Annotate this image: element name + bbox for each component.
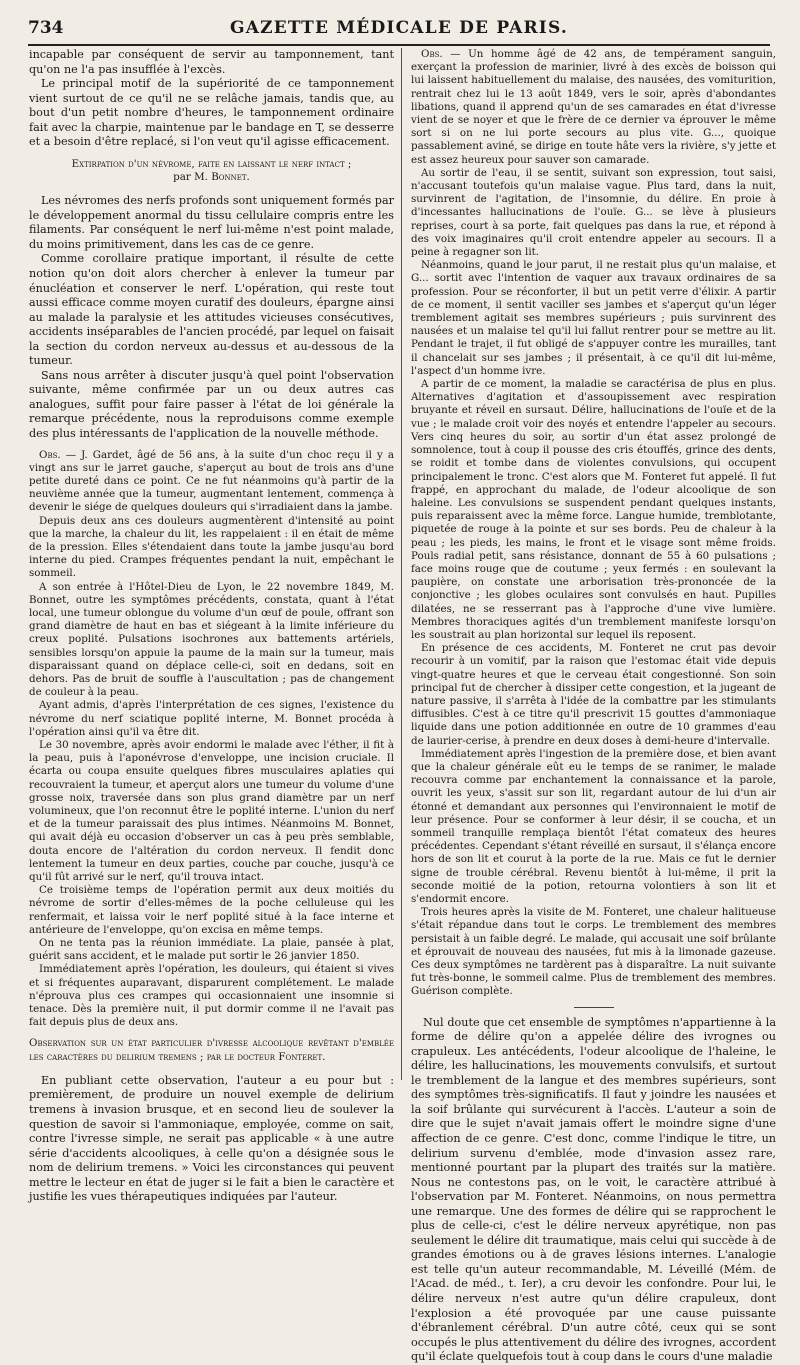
section-heading: Observation sur un état particulier d'ivresse alcoolique revêtant d'emblée les caractères du delirium tremens ; par le docteur Fonteret. — [29, 1037, 394, 1063]
observation-paragraph: En présence de ces accidents, M. Fonteret ne crut pas devoir recourir à un vomitif, par la raison que l'estomac était vide depuis vingt-quatre heures et que le cerveau était congestionné. Son soin principal fut de chercher à dissiper cette congestion, et la jugeant de nature passive, il s'arrêta à l'idée de la combattre par les stimulants diffusibles. C'est à ce titre qu'il prescrivit 15 gouttes d'ammoniaque liquide dans une potion additionnée en outre de 10 grammes d'eau de laurier-cerise, à prendre en deux doses à demi-heure d'intervalle. — [411, 642, 776, 747]
section-title: Extirpation d'un névrome, faite en laissant le nerf intact ; — [71, 157, 352, 170]
section-byline — [173, 171, 250, 183]
section-heading — [29, 158, 394, 184]
paragraph: En publiant cette observation, l'auteur a eu pour but : premièrement, de produire un nouvel exemple de delirium tremens à invasion brusque, et en second lieu de soulever la question de savoir si l'ammoniaque, employée, comme on sait, contre l'ivresse simple, ne serait pas applicable « à une autre série d'accidents alcooliques, à celle qu'on a désignée sous le nom de delirium tremens. » Voici les circonstances qui peuvent mettre le lecteur en état de juger si le fait a bien le caractère et justifie les vues thérapeutiques indiquées par l'auteur. — [29, 1073, 394, 1204]
page-number: 734 — [28, 18, 64, 38]
observation-paragraph: Ce troisième temps de l'opération permit aux deux moitiés du névrome de sortir d'elles-mêmes de la poche celluleuse qui les renfermait, et laissa voir le nerf poplité situé à la face interne et antérieure de l'enveloppe, qu'on excisa en même temps. — [29, 884, 394, 936]
observation-paragraph: A partir de ce moment, la maladie se caractérisa de plus en plus. Alternatives d'agitation et d'assoupissement avec respiration bruyante et réveil en sursaut. Délire, hallucinations de l'ouïe et de la vue ; le malade croit voir des noyés et entendre l'appeler au secours. Vers cinq heures du soir, au sortir d'un état assez prolongé de somnolence, tout à coup il pousse des cris étouffés, grince des dents, se roidit et tombe dans de violentes convulsions, qui occupent principalement le tronc. C'est alors que M. Fonteret fut appelé. Il fut frappé, en approchant du malade, de l'odeur alcoolique de son haleine. Les convulsions se suspendent pendant quelques instants, puis reparaissent avec la même force. Langue humide, tremblotante, piquetée de rouge à la pointe et sur ses bords. Peu de chaleur à la peau ; les pieds, les mains, le front et le visage sont même froids. Pouls radial petit, sans résistance, donnant de 55 à 60 pulsations ; face moins rouge que de coutume ; yeux fermés : en soulevant la paupière, on constate une arborisation très-prononcée de la conjonctive ; les globes oculaires sont convulsés en haut. Pupilles dilatées, ne se resserrant pas à l'approche d'une vive lumière. Membres thoraciques agités d'un tremblement manifeste lorsqu'on les soustrait au plan horizontal sur lequel ils reposent. — [411, 378, 776, 641]
observation-paragraph: Immédiatement après l'opération, les douleurs, qui étaient si vives et si fréquentes auparavant, disparurent complétement. Le malade n'éprouva plus ces crampes qui occasionnaient une insomnie si tenace. Dès la première nuit, il put dormir comme il ne l'avait pas fait depuis plus de deux ans. — [29, 963, 394, 1029]
page-header — [28, 18, 770, 42]
observation-paragraph: On ne tenta pas la réunion immédiate. La plaie, pansée à plat, guérit sans accident, et le malade put sortir le 26 janvier 1850. — [29, 937, 394, 963]
observation-paragraph: Néanmoins, quand le jour parut, il ne restait plus qu'un malaise, et G... sortit avec l'intention de vaquer aux travaux ordinaires de sa profession. Pour se réconforter, il but un petit verre d'élixir. A partir de ce moment, il sentit vaciller ses jambes et s'aperçut qu'un léger tremblement agitait ses membres supérieurs ; puis survinrent des nausées et un malaise tel qu'il lui fallut rentrer pour se mettre au lit. Pendant le trajet, il fut obligé de s'appuyer contre les murailles, tant il chancelait sur ses jambes ; il présentait, à ce qu'il dit lui-même, l'aspect d'un homme ivre. — [411, 259, 776, 377]
observation-paragraph: Le 30 novembre, après avoir endormi le malade avec l'éther, il fit à la peau, puis à l'aponévrose d'enveloppe, une incision cruciale. Il écarta ou coupa ensuite quelques fibres musculaires aplaties qui recouvraient la tumeur, et aperçut alors une tumeur du volume d'une grosse noix, traversée dans son plus grand diamètre par un nerf volumineux, que l'on reconnut être le poplité interne. L'union du nerf et de la tumeur paraissait des plus intimes. Néanmoins M. Bonnet, qui avait déjà eu occasion d'observer un cas à peu près semblable, douta encore de l'altération du cordon nerveux. Il fendit donc lentement la tumeur en deux parties, couche par couche, jusqu'à ce qu'il fût arrivé sur le nerf, qu'il trouva intact. — [29, 739, 394, 884]
right-column — [411, 48, 776, 1364]
header-rule — [28, 44, 770, 46]
byline-prefix: par M. — [173, 171, 208, 184]
obs-text: — Un homme âgé de 42 ans, de tempérament sanguin, exerçant la profession de marinier, livré à des excès de boisson qui lui laissent habituellement du malaise, des nausées, des vomiturition, rentrait chez lui le 13 août 1849, vers le soir, après d'abondantes libations, quand il apprend qu'un de ses camarades en état d'ivresse vient de se noyer et que le frère de ce dernier va éprouver le même sort si on ne lui porte secours au plus vite. G..., quoique passablement aviné, se dirige en toute hâte vers la rivière, s'y jette et est assez heureux pour sauver son camarade. — [411, 48, 776, 166]
left-column — [29, 48, 394, 1204]
observation-paragraph: Au sortir de l'eau, il se sentit, suivant son expression, tout saisi, n'accusant toutefois qu'un malaise vague. Plus tard, dans la nuit, survinrent de l'agitation, de l'insomnie, du délire. En proie à d'incessantes hallucinations de l'ouïe. G... se lève à plusieurs reprises, court à sa porte, fait quelques pas dans la rue, et répond à des voix imaginaires qu'il croit entendre appeler au secours. Il a peine à regagner son lit. — [411, 166, 776, 259]
observation-paragraph: A son entrée à l'Hôtel-Dieu de Lyon, le 22 novembre 1849, M. Bonnet, outre les symptômes précédents, constata, quant à l'état local, une tumeur oblongue du volume d'un œuf de poule, offrant son grand diamètre de haut en bas et siégeant à la limite inférieure du creux poplité. Pulsations isochrones aux battements artériels, sensibles lorsqu'on appuie la paume de la main sur la tumeur, mais disparaissant quand on déplace celle-ci, soit en dedans, soit en dehors. Pas de bruit de souffle à l'auscultation ; pas de changement de couleur à la peau. — [29, 580, 394, 699]
paragraph: Les névromes des nerfs profonds sont uniquement formés par le développement anormal du tissu cellulaire compris entre les filaments. Par conséquent le nerf lui-même n'est point malade, du moins primitivement, dans les cas de ce genre. — [29, 194, 394, 251]
observation-paragraph: Trois heures après la visite de M. Fonteret, une chaleur halitueuse s'était répandue dans tout le corps. Le tremblement des membres persistait à un faible degré. Le malade, qui accusait une soif brûlante et éprouvait de nouveau des nausées, fut mis à la limonade gazeuse. Ces deux symptômes ne tardèrent pas à disparaître. La nuit suivante fut très-bonne, le sommeil calme. Plus de tremblement des membres. Guérison complète. — [411, 906, 776, 998]
column-divider — [401, 48, 402, 1080]
paragraph: incapable par conséquent de servir au tamponnement, tant qu'on ne l'a pas insufflée à l'excès. — [29, 48, 394, 76]
paragraph: Nul doute que cet ensemble de symptômes n'appartienne à la forme de délire qu'on a appelée délire des ivrognes ou crapuleux. Les antécédents, l'odeur alcoolique de l'haleine, le délire, les hallucinations, les mouvements convulsifs, et surtout le tremblement de la langue et des membres supérieurs, sont des symptômes très-significatifs. Il faut y joindre les nausées et la soif brûlante qui survécurent à l'accès. L'auteur a soin de dire que le sujet n'avait jamais offert le moindre signe d'une affection de ce genre. C'est donc, comme l'indique le titre, un delirium survenu d'emblée, mode d'invasion assez rare, mentionné pourtant par la plupart des traités sur la matière. Nous ne contestons pas, on le voit, le caractère attribué à l'observation par M. Fonteret. Néanmoins, on nous permettra une remarque. Une des formes de délire qui se rapprochent le plus de celle-ci, c'est le délire nerveux apyrétique, non pas seulement le délire dit traumatique, mais celui qui succède à de grandes émotions ou à de graves lésions internes. L'analogie est telle qu'un auteur recommandable, M. Léveillé (Mém. de l'Acad. de méd., t. Ier), a cru devoir les confondre. Pour lui, le délire nerveux n'est autre qu'un délire crapuleux, dont l'explosion a été provoquée par une cause puissante d'ébranlement cérébral. D'un autre côté, ceux qui se sont occupés le plus attentivement du délire des ivrognes, accordent qu'il éclate quelquefois tout à coup dans le cours d'une maladie — [411, 1015, 776, 1364]
observation-paragraph — [411, 48, 776, 167]
observation-paragraph: Ayant admis, d'après l'interprétation de ces signes, l'existence du névrome du nerf sciatique poplité interne, M. Bonnet procéda à l'opération ainsi qu'il va être dit. — [29, 699, 394, 738]
paragraph: Le principal motif de la supériorité de ce tamponnement vient surtout de ce qu'il ne se relâche jamais, tandis que, au bout d'un petit nombre d'heures, le tamponnement ordinaire fait avec la charpie, maintenue par le bandage en T, se desserre et a besoin d'être replacé, si l'on veut qu'il agisse efficacement. — [29, 77, 394, 149]
section-separator — [574, 1007, 614, 1008]
obs-text: — J. Gardet, âgé de 56 ans, à la suite d'un choc reçu il y a vingt ans sur le jarret gauche, s'aperçut au bout de trois ans d'une petite dureté dans ce point. Ce ne fut néanmoins qu'à partir de la neuvième année que la tumeur, augmentant lentement, commença à devenir le siége de quelques douleurs qui s'irradiaient dans la jambe. — [29, 448, 394, 514]
author-name: Bonnet. — [211, 171, 250, 184]
observation-paragraph — [29, 449, 394, 515]
journal-title: GAZETTE MÉDICALE DE PARIS. — [230, 18, 568, 38]
observation-paragraph: Depuis deux ans ces douleurs augmentèrent d'intensité au point que la marche, la chaleur du lit, les rappelaient : il en était de même de la pression. Elles s'étendaient dans toute la jambe jusqu'au bord interne du pied. Crampes fréquentes pendant la nuit, empêchant le sommeil. — [29, 514, 394, 580]
observation-paragraph: Immédiatement après l'ingestion de la première dose, et bien avant que la chaleur générale eût eu le temps de se ranimer, le malade recouvra comme par enchantement la connaissance et la parole, ouvrit les yeux, s'assit sur son lit, regardant autour de lui d'un air étonné et demandant aux personnes qui l'environnaient le motif de leur présence. Pour se conformer à leur désir, il se coucha, et un sommeil tranquille remplaça bientôt l'état comateux des heures précédentes. Cependant s'étant réveillé en sursaut, il s'élança encore hors de son lit et courut à la porte de la rue. Mais ce fut le dernier signe de trouble cérébral. Revenu bientôt à lui-même, il prit la seconde moitié de la potion, retourna volontiers à son lit et s'endormit encore. — [411, 747, 776, 905]
obs-label: Obs. — [39, 448, 61, 461]
obs-label: Obs. — [421, 48, 443, 60]
paragraph: Sans nous arrêter à discuter jusqu'à quel point l'observation suivante, même confirmée par un ou deux autres cas analogues, suffit pour faire passer à l'état de loi générale la remarque précédente, nous la reproduisons comme exemple des plus intéressants de l'application de la nouvelle méthode. — [29, 368, 394, 440]
paragraph: Comme corollaire pratique important, il résulte de cette notion qu'on doit alors chercher à enlever la tumeur par énucléation et conserver le nerf. L'opération, qui reste tout aussi efficace comme moyen curatif des douleurs, épargne ainsi au malade la paralysie et les attitudes vicieuses consécutives, accidents inséparables de l'ancien procédé, par lequel on faisait la section du cordon nerveux au-dessus et au-dessous de la tumeur. — [29, 252, 394, 368]
